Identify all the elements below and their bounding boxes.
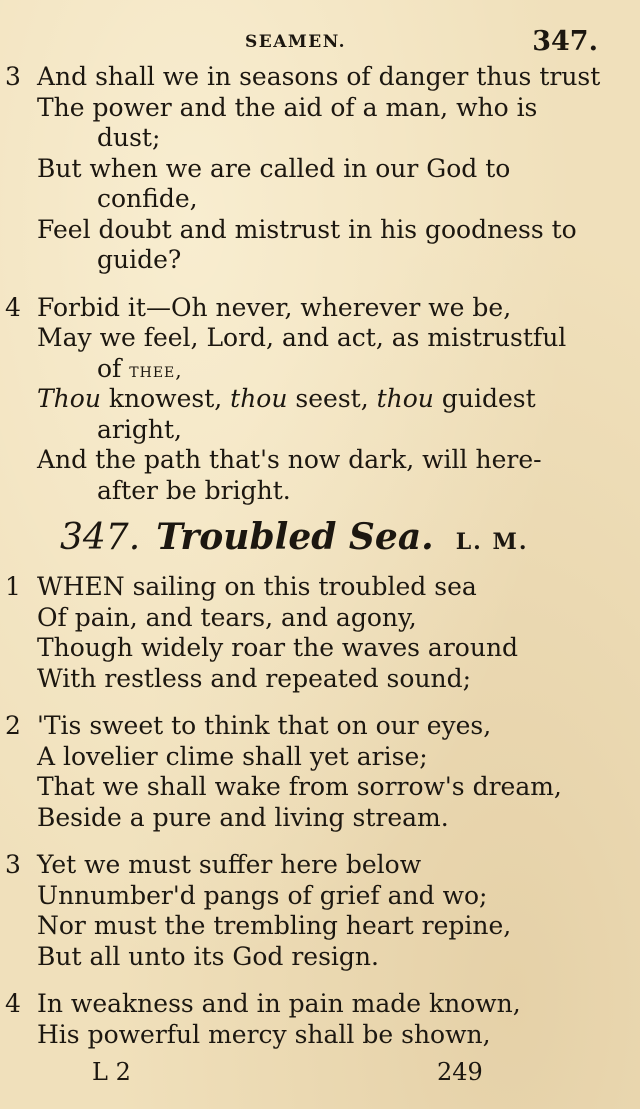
verse-text: Beside a pure and living stream. — [37, 802, 449, 832]
verse-line — [0, 850, 640, 881]
verse-line — [0, 942, 640, 973]
verse-text: seest, — [287, 384, 377, 413]
hymn-stanza-4 — [0, 989, 640, 1050]
verse-text: And the path that's now dark, will here- — [37, 445, 542, 474]
verse-text: His powerful mercy shall be shown, — [37, 1019, 491, 1049]
verse-line — [0, 911, 640, 942]
stanza-4-previous-hymn — [0, 293, 640, 507]
verse-line — [0, 989, 640, 1020]
verse-text: confide, — [97, 184, 198, 213]
verse-line — [0, 711, 640, 742]
page-footer — [0, 1058, 640, 1092]
verse-line — [0, 572, 640, 603]
hymn-stanza-3 — [0, 850, 640, 972]
small-caps-thee: thee, — [129, 357, 183, 382]
verse-text: knowest, — [100, 384, 231, 413]
running-head: SEAMEN. — [245, 32, 347, 52]
stanza-number: 1 — [5, 572, 21, 601]
verse-line — [0, 93, 640, 124]
verse-line — [0, 215, 640, 246]
verse-text: Feel doubt and mistrust in his goodness to — [37, 214, 577, 244]
hymn-meter: L. M. — [455, 529, 529, 555]
folio-number: 249 — [437, 1058, 483, 1086]
hymn-title — [0, 506, 640, 572]
verse-text: May we feel, Lord, and act, as mistrustful — [37, 323, 567, 352]
signature-mark: L 2 — [92, 1058, 131, 1086]
verse-line — [0, 445, 640, 476]
verse-text: But all unto its God resign. — [37, 941, 379, 971]
verse-text: That we shall wake from sorrow's dream, — [37, 772, 562, 801]
verse-line-continuation — [0, 123, 640, 154]
hymn-number: 347. — [60, 517, 141, 558]
hymn-stanza-2 — [0, 711, 640, 833]
verse-text: Though widely roar the waves around — [37, 633, 519, 662]
verse-line — [0, 742, 640, 773]
verse-text: Unnumber'd pangs of grief and wo; — [37, 880, 488, 910]
verse-line — [0, 803, 640, 834]
verse-line — [0, 1020, 640, 1051]
verse-text: after be bright. — [97, 475, 291, 505]
verse-text: But when we are called in our God to — [37, 153, 511, 183]
stanza-number: 4 — [5, 292, 21, 322]
verse-line-continuation — [0, 415, 640, 446]
page-body — [0, 62, 640, 1067]
hymn-title-text: Troubled Sea. — [156, 516, 434, 558]
verse-text: A lovelier clime shall yet arise; — [37, 741, 428, 771]
verse-text: With restless and repeated sound; — [37, 663, 472, 693]
verse-text: In weakness and in pain made known, — [37, 989, 521, 1018]
stanza-number: 3 — [5, 850, 21, 879]
stanza-number: 3 — [5, 62, 21, 91]
stanza-number: 4 — [5, 989, 21, 1018]
verse-text: aright, — [97, 414, 182, 444]
stanza-3-previous-hymn — [0, 62, 640, 276]
verse-line — [0, 293, 640, 324]
verse-line — [0, 664, 640, 695]
italic-word: Thou — [37, 384, 101, 413]
verse-line — [0, 603, 640, 634]
hymn-stanza-1 — [0, 572, 640, 694]
verse-text: dust; — [97, 123, 161, 152]
verse-line-continuation — [0, 354, 640, 385]
verse-line — [0, 384, 640, 415]
page-header — [0, 26, 640, 62]
verse-line — [0, 772, 640, 803]
verse-text: of — [97, 353, 130, 383]
italic-word: thou — [376, 384, 434, 413]
verse-text: Yet we must suffer here below — [37, 850, 422, 879]
verse-text: Nor must the trembling heart repine, — [37, 911, 512, 940]
verse-line — [0, 633, 640, 664]
verse-line — [0, 323, 640, 354]
stanza-number: 2 — [5, 711, 21, 740]
verse-text: guide? — [97, 245, 182, 274]
verse-line-continuation — [0, 184, 640, 215]
verse-text: Of pain, and tears, and agony, — [37, 602, 417, 632]
verse-text: WHEN sailing on this troubled sea — [37, 572, 477, 601]
verse-text: Forbid it—Oh never, wherever we be, — [37, 292, 512, 322]
verse-text: 'Tis sweet to think that on our eyes, — [37, 711, 492, 740]
verse-line — [0, 154, 640, 185]
verse-text: And shall we in seasons of danger thus trust — [37, 62, 601, 91]
verse-line-continuation — [0, 245, 640, 276]
verse-line-continuation — [0, 476, 640, 507]
page-number: 347. — [532, 26, 598, 57]
italic-word: thou — [230, 384, 288, 413]
verse-line — [0, 62, 640, 93]
verse-line — [0, 881, 640, 912]
verse-text: The power and the aid of a man, who is — [37, 92, 538, 122]
verse-text: guidest — [433, 384, 536, 413]
